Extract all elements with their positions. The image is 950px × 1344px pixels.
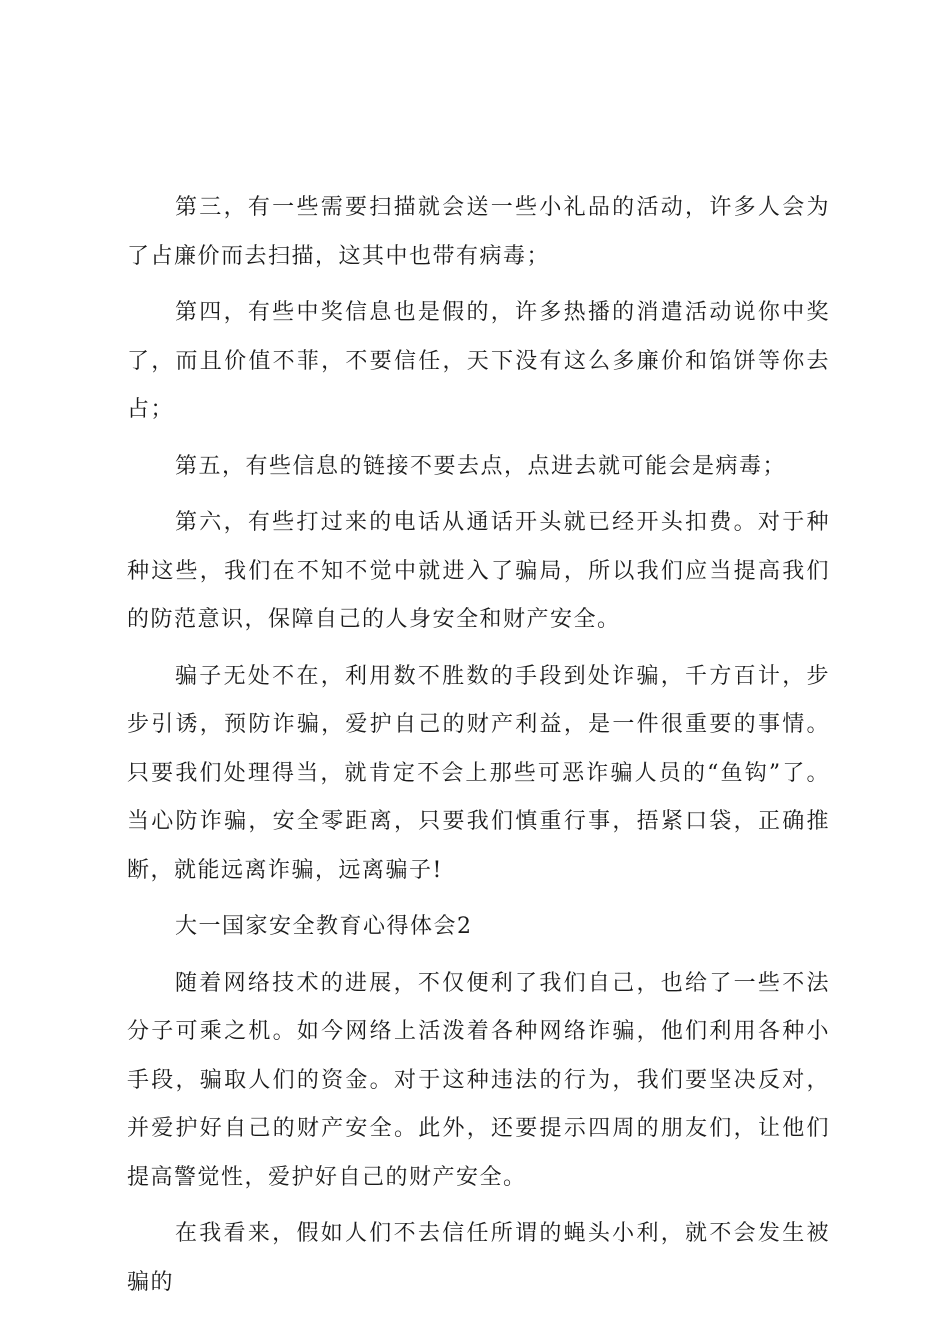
- paragraph-third-point: 第三，有一些需要扫描就会送一些小礼品的活动，许多人会为了占廉价而去扫描，这其中也带有病毒；: [127, 195, 830, 269]
- document-body: [127, 184, 830, 1315]
- section-paragraph-opinion: 在我看来，假如人们不去信任所谓的蝇头小利，就不会发生被骗的: [127, 1221, 830, 1295]
- paragraph-fourth-point: 第四，有些中奖信息也是假的，许多热播的消遣活动说你中奖了，而且价值不菲，不要信任，天下没有这么多廉价和馅饼等你去占；: [127, 300, 830, 422]
- paragraph-conclusion: 骗子无处不在，利用数不胜数的手段到处诈骗，千方百计，步步引诱，预防诈骗，爱护自己的财产利益，是一件很重要的事情。只要我们处理得当，就肯定不会上那些可恶诈骗人员的“鱼钩”了。当心防诈骗，安全零距离，只要我们慎重行事，捂紧口袋，正确推断，就能远离诈骗，远离骗子!: [127, 663, 830, 883]
- section-heading: 大一国家安全教育心得体会2: [175, 914, 473, 939]
- paragraph-sixth-point: 第六，有些打过来的电话从通话开头就已经开头扣费。对于种种这些，我们在不知不觉中就进入了骗局，所以我们应当提高我们的防范意识，保障自己的人身安全和财产安全。: [127, 510, 830, 632]
- paragraph-fifth-point: 第五，有些信息的链接不要去点，点进去就可能会是病毒；: [175, 453, 787, 479]
- section-paragraph-intro: 随着网络技术的进展，不仅便利了我们自己，也给了一些不法分子可乘之机。如今网络上活泼着各种网络诈骗，他们利用各种小手段，骗取人们的资金。对于这种违法的行为，我们要坚决反对，并爱护好自己的财产安全。此外，还要提示四周的朋友们，让他们提高警觉性，爱护好自己的财产安全。: [127, 970, 830, 1190]
